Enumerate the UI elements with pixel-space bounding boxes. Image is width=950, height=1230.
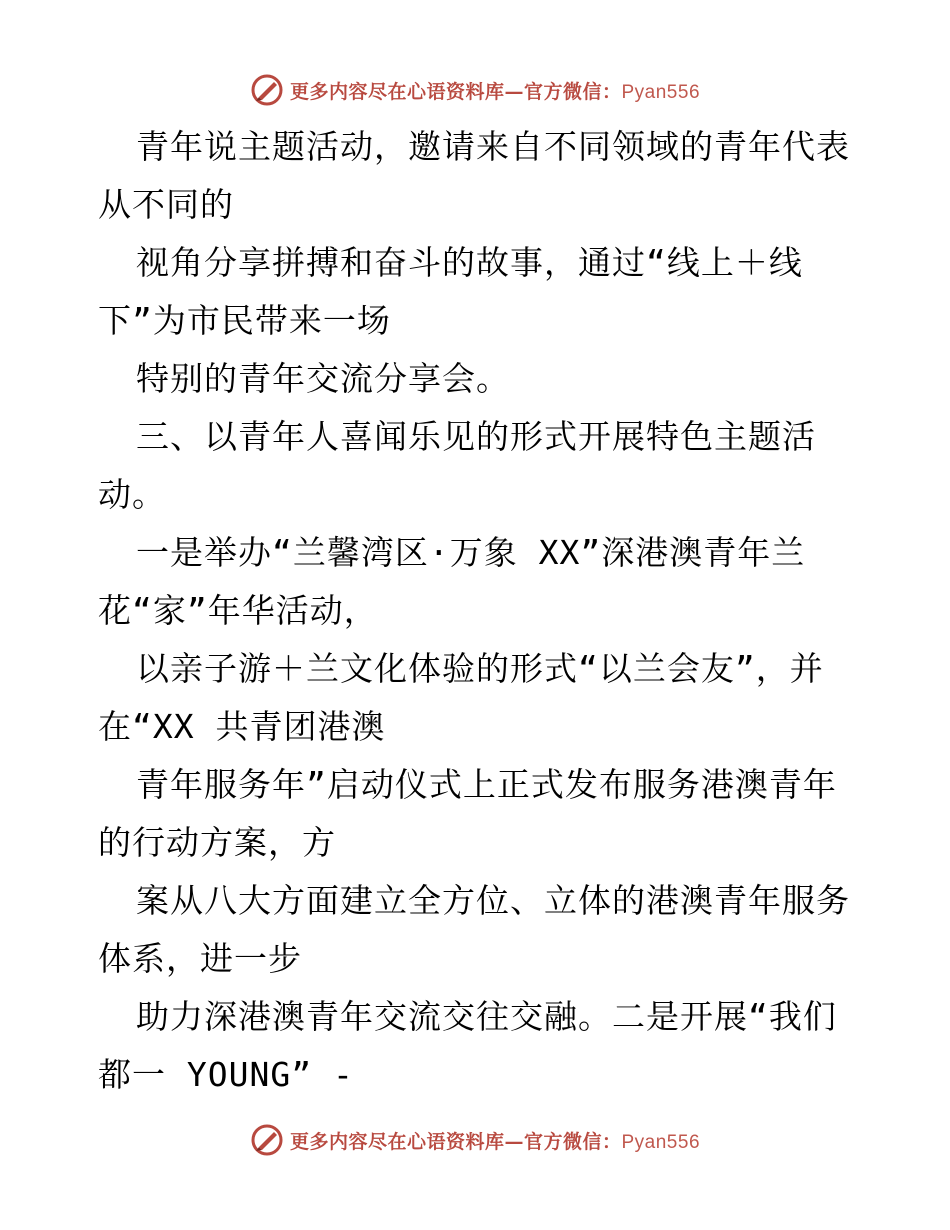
text-line: 动。 [98, 475, 166, 514]
text-line: 特别的青年交流分享会。 [136, 359, 510, 398]
text-line: 的行动方案，方 [98, 823, 336, 862]
pen-logo-icon [250, 1123, 284, 1157]
header-watermark-text: 更多内容尽在心语资料库—官方微信：Pyan556 [289, 80, 701, 103]
pen-logo-icon [250, 73, 284, 107]
text-line: 以亲子游＋兰文化体验的形式“以兰会友”，并 [136, 649, 824, 688]
text-line: 一是举办“兰馨湾区·万象 XX”深港澳青年兰 [136, 533, 806, 572]
text-line: 都一 YOUNG” - [98, 1055, 354, 1094]
text-line: 青年服务年”启动仪式上正式发布服务港澳青年 [136, 765, 837, 804]
text-line: 下”为市民带来一场 [98, 301, 391, 340]
footer-watermark [0, 1118, 950, 1162]
text-line: 从不同的 [98, 185, 234, 224]
footer-wechat-id: Pyan556 [621, 1131, 701, 1153]
header-watermark [0, 68, 950, 112]
header-wechat-id: Pyan556 [621, 81, 701, 103]
text-line: 青年说主题活动，邀请来自不同领域的青年代表 [136, 127, 850, 166]
document-body [98, 118, 878, 1104]
text-line: 在“XX 共青团港澳 [98, 707, 386, 746]
footer-watermark-text: 更多内容尽在心语资料库—官方微信：Pyan556 [289, 1130, 701, 1153]
text-line: 体系，进一步 [98, 939, 302, 978]
text-line: 三、以青年人喜闻乐见的形式开展特色主题活 [136, 417, 816, 456]
text-line: 助力深港澳青年交流交往交融。二是开展“我们 [136, 997, 837, 1036]
text-line: 视角分享拼搏和奋斗的故事，通过“线上＋线 [136, 243, 803, 282]
text-line: 案从八大方面建立全方位、立体的港澳青年服务 [136, 881, 850, 920]
text-line: 花“家”年华活动， [98, 591, 378, 630]
